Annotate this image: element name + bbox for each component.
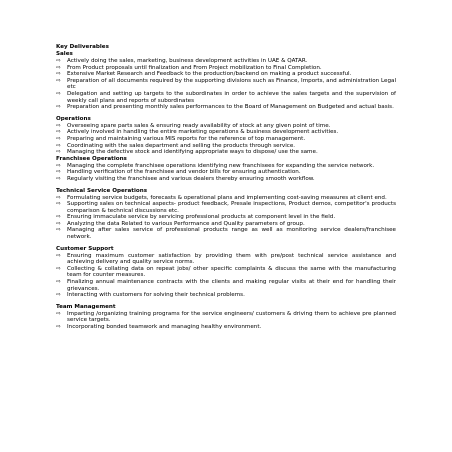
arrow-bullet-icon: ⇨ xyxy=(56,292,61,299)
section-heading-technical-service-operations: Technical Service Operations xyxy=(56,187,148,194)
list-item: ⇨ Overseeing spare parts sales & ensuring ready availability of stock at any given point of time. xyxy=(56,122,331,129)
arrow-bullet-icon: ⇨ xyxy=(56,104,61,111)
technical-service-operations-list xyxy=(56,195,396,241)
arrow-bullet-icon: ⇨ xyxy=(56,214,61,221)
operations-list xyxy=(56,123,396,156)
list-item: ⇨ Supporting sales on technical aspects- product feedback, Presale inspections, Product demos, competitor's products comparison & technical discussions etc. xyxy=(56,201,396,214)
list-item: ⇨ Ensuring maximum customer satisfaction by providing them with pre/post technical service assistance and achieving delivery and quality service norms. xyxy=(56,252,396,266)
section-heading-team-management: Team Management xyxy=(56,303,116,310)
list-item: ⇨ Collecting & collating data on repeat jobs/ other specific complaints & discuss the same with the manufacturing team for counter measures. xyxy=(56,265,396,279)
arrow-bullet-icon: ⇨ xyxy=(56,169,61,176)
arrow-bullet-icon: ⇨ xyxy=(56,122,61,129)
arrow-bullet-icon: ⇨ xyxy=(56,227,61,234)
franchisee-operations-list xyxy=(56,163,396,183)
arrow-bullet-icon: ⇨ xyxy=(56,162,61,169)
list-item: ⇨ Imparting /organizing training programs for the service engineers/ customers & driving them to achieve pre planned service targets. xyxy=(56,310,396,324)
list-item: ⇨ Interacting with customers for solving their technical problems. xyxy=(56,292,245,299)
arrow-bullet-icon: ⇨ xyxy=(56,252,61,259)
arrow-bullet-icon: ⇨ xyxy=(56,135,61,142)
section-heading-customer-support: Customer Support xyxy=(56,245,114,252)
arrow-bullet-icon: ⇨ xyxy=(56,71,61,78)
section-heading-franchisee-operations: Franchisee Operations xyxy=(56,155,127,162)
key-deliverables-content xyxy=(56,44,396,331)
arrow-bullet-icon: ⇨ xyxy=(56,77,61,84)
list-item: ⇨ Actively doing the sales, marketing, business development activities in UAE & QATAR. xyxy=(56,58,308,64)
list-item: ⇨ Managing after sales service of professional products range as well as monitoring service dealers/franchisee network. xyxy=(56,227,396,241)
list-item: ⇨ Regularly visiting the franchisee and various dealers thereby ensuring smooth workflow. xyxy=(56,175,315,182)
arrow-bullet-icon: ⇨ xyxy=(56,64,61,71)
customer-support-list xyxy=(56,253,396,299)
list-item: ⇨ Actively involved in handling the entire marketing operations & business development activities. xyxy=(56,129,339,136)
list-item: ⇨ Delegation and setting up targets to the subordinates in order to achieve the sales targets and the supervision of weekly call plans and reports of subordinates xyxy=(56,90,396,104)
arrow-bullet-icon: ⇨ xyxy=(56,265,61,272)
arrow-bullet-icon: ⇨ xyxy=(56,129,61,136)
list-item: ⇨ Extensive Market Research and Feedback to the production/backend on making a product successful. xyxy=(56,71,352,78)
section-heading-operations: Operations xyxy=(56,115,91,122)
list-item: ⇨ Managing the defective stock and identifying appropriate ways to dispose/ use the same. xyxy=(56,149,318,156)
list-item: ⇨ From Product proposals until finalization and From Project mobilization to Final Completion. xyxy=(56,64,322,71)
list-item: ⇨ Managing the complete franchisee operations identifying new franchisees for expanding the service network. xyxy=(56,162,375,169)
arrow-bullet-icon: ⇨ xyxy=(56,175,61,182)
list-item: ⇨ Formulating service budgets, forecasts & operational plans and implementing cost-saving measures at client end. xyxy=(56,194,387,201)
arrow-bullet-icon: ⇨ xyxy=(56,220,61,227)
list-item: ⇨ Incorporating bonded teamwork and managing healthy environment. xyxy=(56,324,262,330)
arrow-bullet-icon: ⇨ xyxy=(56,90,61,97)
section-heading-sales: Sales xyxy=(56,51,73,57)
arrow-bullet-icon: ⇨ xyxy=(56,142,61,149)
list-item: ⇨ Ensuring immaculate service by servicing professional products at component level in the field. xyxy=(56,214,336,221)
arrow-bullet-icon: ⇨ xyxy=(56,58,61,64)
arrow-bullet-icon: ⇨ xyxy=(56,194,61,201)
list-item: ⇨ Analyzing the data Related to various Performance and Quality parameters of group. xyxy=(56,220,305,227)
team-management-list xyxy=(56,311,396,331)
doc-title: Key Deliverables xyxy=(56,44,109,50)
sales-list xyxy=(56,58,396,111)
arrow-bullet-icon: ⇨ xyxy=(56,310,61,317)
list-item: ⇨ Finalizing annual maintenance contracts with the clients and making regular visits at their end for handling their grievances. xyxy=(56,279,396,292)
list-item: ⇨ Preparation and presenting monthly sales performances to the Board of Management on Budgeted and actual basis. xyxy=(56,104,394,111)
arrow-bullet-icon: ⇨ xyxy=(56,324,61,330)
list-item: ⇨ Handling verification of the franchisee and vendor bills for ensuring authentication. xyxy=(56,169,301,176)
list-item: ⇨ Coordinating with the sales department and selling the products through service. xyxy=(56,142,296,149)
arrow-bullet-icon: ⇨ xyxy=(56,149,61,156)
arrow-bullet-icon: ⇨ xyxy=(56,201,61,208)
list-item: ⇨ Preparation of all documents required by the supporting divisions such as Finance, Imports, and administration Legal etc xyxy=(56,77,396,91)
arrow-bullet-icon: ⇨ xyxy=(56,279,61,286)
list-item: ⇨ Preparing and maintaining various MIS reports for the reference of top management. xyxy=(56,135,306,142)
